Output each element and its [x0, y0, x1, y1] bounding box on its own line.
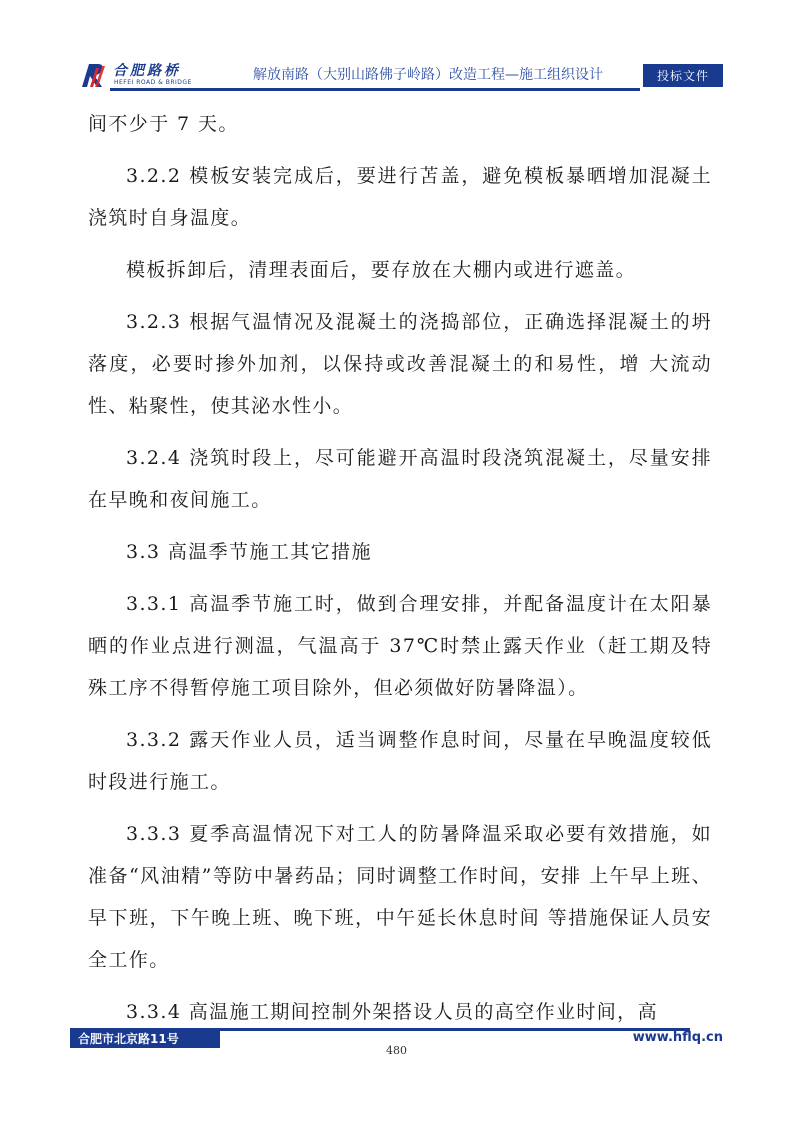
company-website: www.hflq.cn: [632, 1030, 723, 1045]
document-body: [88, 103, 712, 1033]
header-divider: [110, 88, 640, 91]
page-header: [0, 0, 793, 100]
section-heading: 3.3 高温季节施工其它措施: [126, 541, 372, 563]
company-address: 合肥市北京路11号: [70, 1028, 220, 1048]
brand-name: 合肥路桥: [113, 63, 181, 79]
paragraph: 3.2.2 模板安装完成后，要进行苫盖，避免模板暴晒增加混凝土浇筑时自身温度。: [88, 165, 712, 229]
company-logo-icon: [80, 62, 110, 88]
paragraph: 3.3.3 夏季高温情况下对工人的防暑降温采取必要有效措施，如准备“风油精”等防中暑药品；同时调整工作时间，安排 上午早上班、早下班，下午晚上班、晚下班，中午延长休息时间 等措施保证人员安全工作。: [88, 823, 712, 971]
footer-divider: [220, 1028, 690, 1031]
paragraph: 间不少于 7 天。: [88, 113, 239, 135]
page-number: 480: [386, 1044, 407, 1057]
paragraph: 3.3.2 露天作业人员，适当调整作息时间，尽量在早晚温度较低时段进行施工。: [88, 729, 712, 793]
paragraph: 3.3.4 高温施工期间控制外架搭设人员的高空作业时间，高: [126, 1001, 658, 1023]
paragraph: 3.3.1 高温季节施工时，做到合理安排，并配备温度计在太阳暴晒的作业点进行测温，气温高于 37℃时禁止露天作业（赶工期及特殊工序不得暂停施工项目除外，但必须做好防暑降温）。: [88, 593, 712, 699]
document-type-badge: 投标文件: [643, 64, 723, 87]
paragraph: 3.2.4 浇筑时段上，尽可能避开高温时段浇筑混凝土，尽量安排在早晚和夜间施工。: [88, 447, 712, 511]
paragraph: 3.2.3 根据气温情况及混凝土的浇捣部位，正确选择混凝土的坍落度，必要时掺外加剂，以保持或改善混凝土的和易性，增 大流动性、粘聚性，使其泌水性小。: [88, 311, 712, 417]
document-title: 解放南路（大别山路佛子岭路）改造工程—施工组织设计: [253, 67, 603, 83]
brand-name-english: HEFEI ROAD & BRIDGE: [114, 79, 192, 86]
paragraph: 模板拆卸后，清理表面后，要存放在大棚内或进行遮盖。: [126, 259, 637, 281]
